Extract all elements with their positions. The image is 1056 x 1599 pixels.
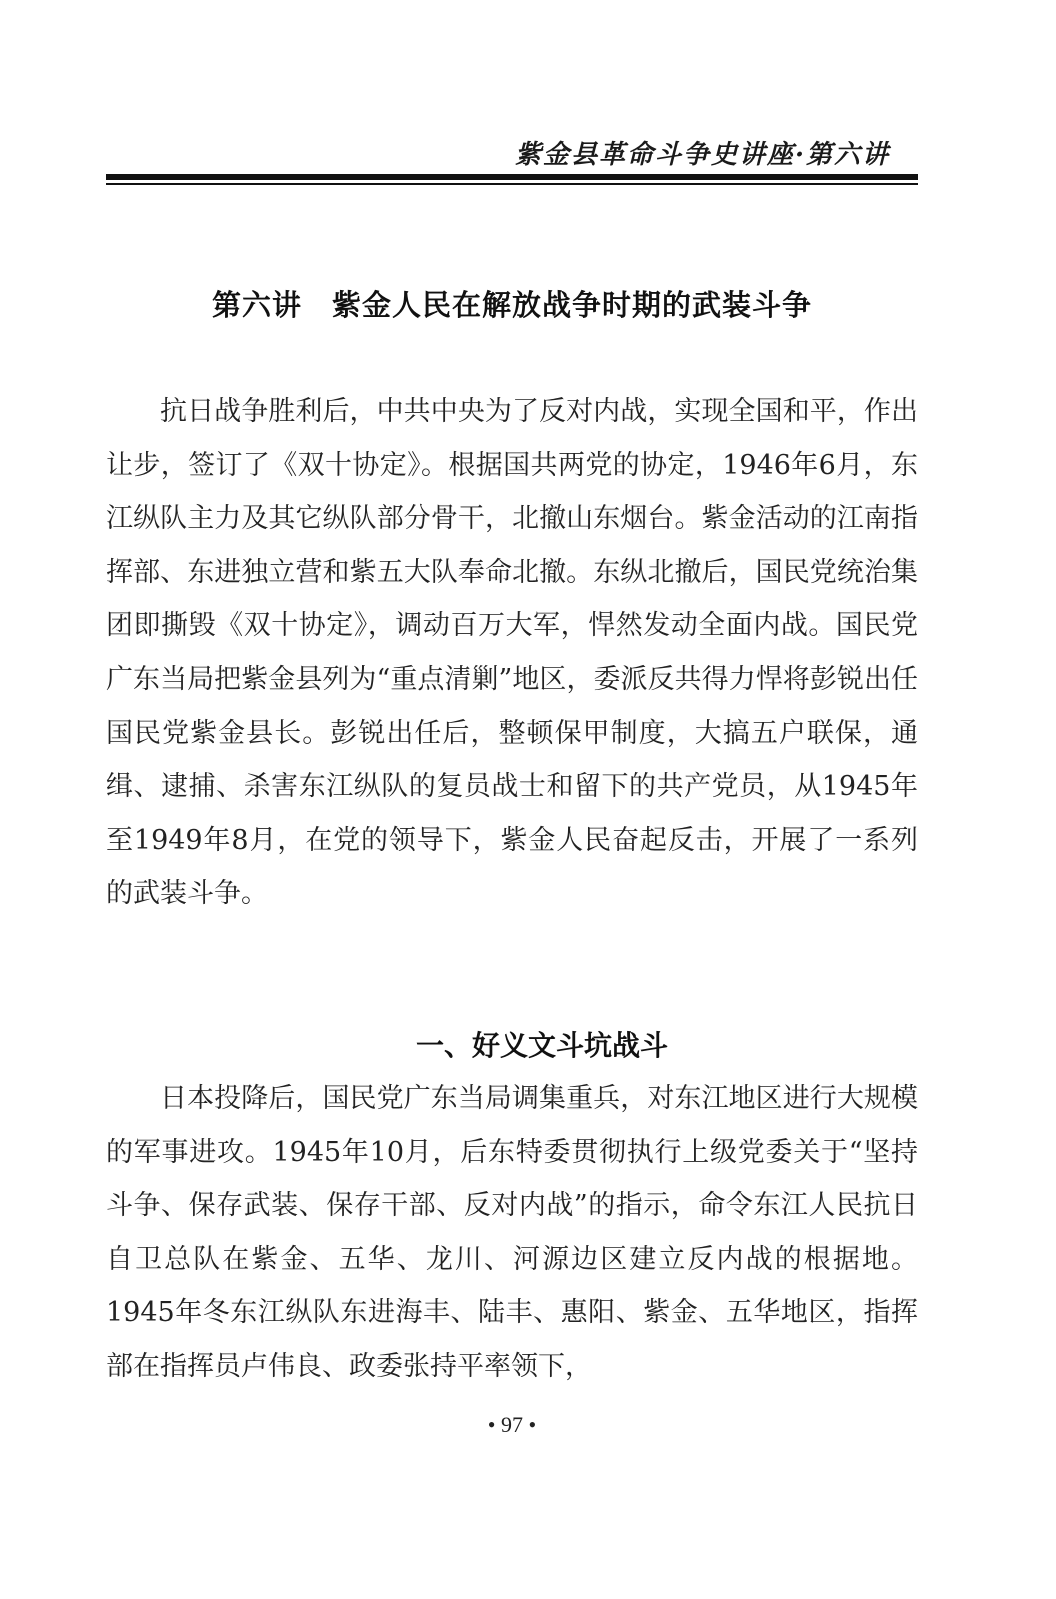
header-rule-thin — [106, 183, 918, 185]
running-header: 紫金县革命斗争史讲座·第六讲 — [514, 140, 890, 170]
lecture-number: 第六讲 — [211, 288, 302, 322]
section-title: 一、好义文斗坑战斗 — [415, 1029, 668, 1062]
header-rule-thick — [106, 174, 918, 180]
lecture-title — [106, 283, 918, 324]
page-number: • 97 • — [487, 1412, 537, 1437]
section-paragraph: 日本投降后，国民党广东当局调集重兵，对东江地区进行大规模的军事进攻。1945年10月，后东特委贯彻执行上级党委关于“坚持斗争、保存武装、保存干部、反对内战”的指示，命令东江人民抗日自卫总队在紫金、五华、龙川、河源边区建立反内战的根据地。1945年冬东江纵队东进海丰、陆丰、惠阳、紫金、五华地区，指挥部在指挥员卢伟良、政委张持平率领下， — [106, 1083, 918, 1382]
lecture-title-text: 紫金人民在解放战争时期的武装斗争 — [332, 288, 813, 322]
intro-paragraph: 抗日战争胜利后，中共中央为了反对内战，实现全国和平，作出让步，签订了《双十协定》。根据国共两党的协定，1946年6月，东江纵队主力及其它纵队部分骨干，北撤山东烟台。紫金活动的江南指挥部、东进独立营和紫五大队奉命北撤。东纵北撤后，国民党统治集团即撕毁《双十协定》，调动百万大军，悍然发动全面内战。国民党广东当局把紫金县列为“重点清剿”地区，委派反共得力悍将彭锐出任国民党紫金县长。彭锐出任后，整顿保甲制度，大搞五户联保，通缉、逮捕、杀害东江纵队的复员战士和留下的共产党员，从1945年至1949年8月，在党的领导下，紫金人民奋起反击，开展了一系列的武装斗争。 — [106, 396, 918, 910]
